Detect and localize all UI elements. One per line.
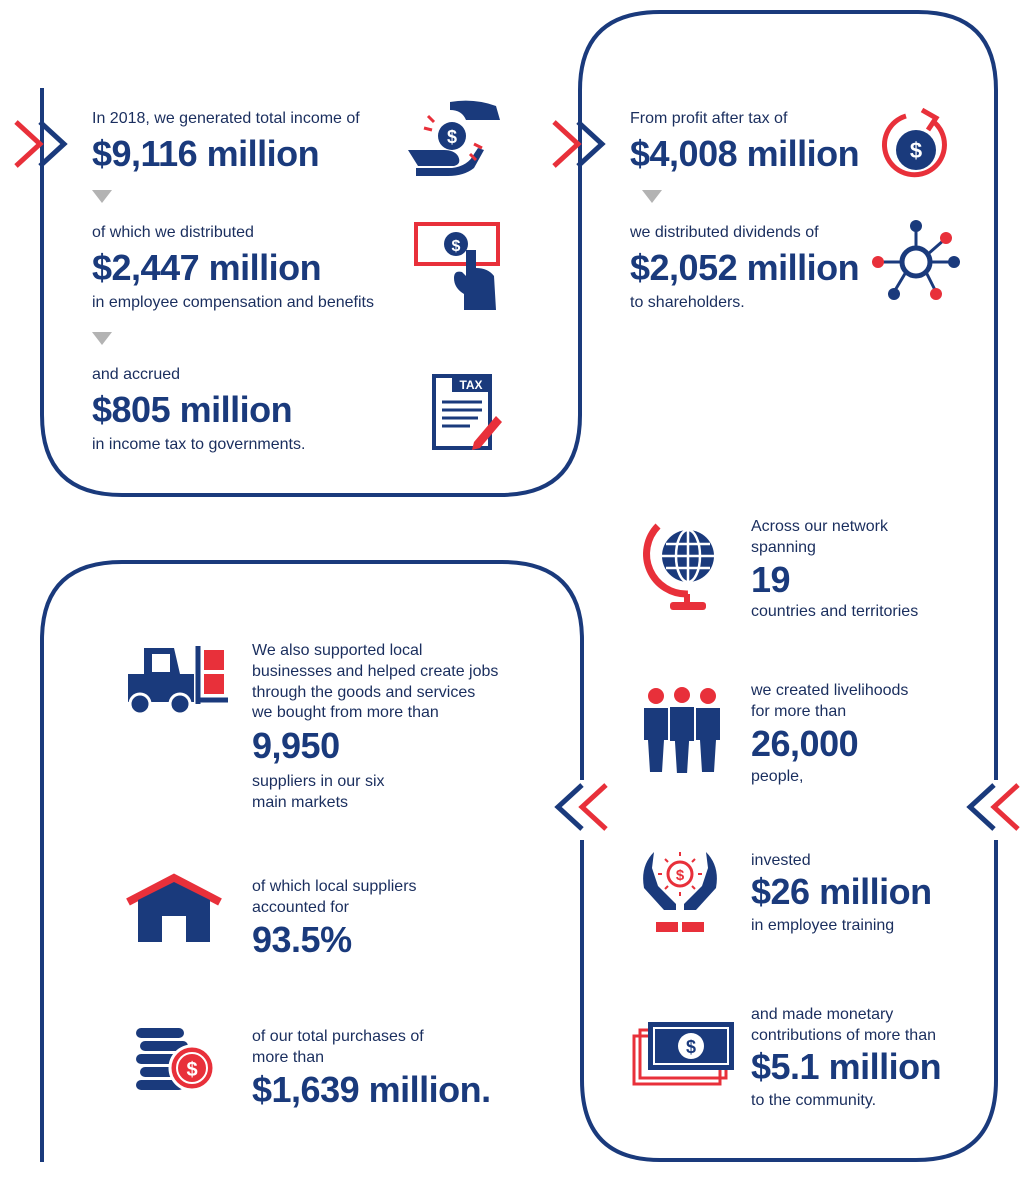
double-chevron-right-icon xyxy=(14,120,74,170)
purchases-line1: of our total purchases of xyxy=(252,1028,424,1045)
network-line1: Across our network xyxy=(751,518,888,535)
income-intro: In 2018, we generated total income of xyxy=(92,110,360,127)
suppliers-note1: suppliers in our six xyxy=(252,773,385,790)
tax-badge-text: TAX xyxy=(459,378,483,392)
suppliers-line2: businesses and helped create jobs xyxy=(252,663,499,680)
hands-sun-coin-icon xyxy=(640,846,720,936)
training-note: in employee training xyxy=(751,917,895,934)
refresh-coin-icon xyxy=(882,108,952,184)
contrib-line1: and made monetary xyxy=(751,1006,894,1023)
tax-value: $805 million xyxy=(92,389,293,430)
training-value: $26 million xyxy=(751,871,932,912)
svg-text:$: $ xyxy=(685,1037,697,1057)
svg-text:$: $ xyxy=(446,127,458,147)
flow-arrow xyxy=(92,190,112,203)
network-line2: spanning xyxy=(751,539,816,556)
suppliers-value: 9,950 xyxy=(252,725,340,766)
local-value: 93.5% xyxy=(252,919,352,960)
double-chevron-left-icon xyxy=(968,783,1026,833)
svg-text:$: $ xyxy=(909,138,923,163)
network-note: countries and territories xyxy=(751,603,919,620)
globe-icon xyxy=(644,516,724,612)
purchases-line2: more than xyxy=(252,1049,325,1066)
purchases-value: $1,639 million. xyxy=(252,1069,491,1110)
svg-text:$: $ xyxy=(451,238,461,255)
livelihood-line1: we created livelihoods xyxy=(751,682,909,699)
livelihood-note: people, xyxy=(751,768,804,785)
tax-intro: and accrued xyxy=(92,366,181,383)
dividend-intro: we distributed dividends of xyxy=(630,224,819,241)
suppliers-line3: through the goods and services xyxy=(252,684,476,701)
double-chevron-left-icon xyxy=(556,783,616,833)
svg-text:$: $ xyxy=(186,1059,198,1081)
livelihood-line2: for more than xyxy=(751,703,847,720)
svg-text:$: $ xyxy=(675,867,685,884)
local-line1: of which local suppliers xyxy=(252,878,417,895)
contrib-value: $5.1 million xyxy=(751,1046,942,1087)
hands-coin-icon xyxy=(404,98,504,178)
hand-banknote-icon xyxy=(414,222,504,312)
suppliers-line1: We also supported local xyxy=(252,642,423,659)
network-icon xyxy=(870,218,962,304)
distributed-note: in employee compensation and benefits xyxy=(92,294,374,311)
contrib-note: to the community. xyxy=(751,1092,877,1109)
suppliers-note2: main markets xyxy=(252,794,349,811)
banknotes-icon xyxy=(632,1020,742,1090)
dividend-value: $2,052 million xyxy=(630,247,860,288)
livelihood-value: 26,000 xyxy=(751,723,859,764)
double-chevron-right-icon xyxy=(552,120,612,170)
network-value: 19 xyxy=(751,559,791,600)
people-icon xyxy=(642,686,722,776)
profit-intro: From profit after tax of xyxy=(630,110,788,127)
flow-arrow xyxy=(642,190,662,203)
local-line2: accounted for xyxy=(252,899,349,916)
flow-arrow xyxy=(92,332,112,345)
forklift-icon xyxy=(124,644,234,716)
warehouse-icon xyxy=(124,874,224,944)
tax-note: in income tax to governments. xyxy=(92,436,306,453)
profit-value: $4,008 million xyxy=(630,133,860,174)
dividend-note: to shareholders. xyxy=(630,294,745,311)
distributed-intro: of which we distributed xyxy=(92,224,254,241)
training-intro: invested xyxy=(751,852,811,869)
suppliers-line4: we bought from more than xyxy=(252,704,439,721)
coin-stack-icon xyxy=(134,1026,224,1096)
distributed-value: $2,447 million xyxy=(92,247,322,288)
income-value: $9,116 million xyxy=(92,133,320,174)
contrib-line2: contributions of more than xyxy=(751,1027,936,1044)
tax-form-icon xyxy=(430,372,510,458)
